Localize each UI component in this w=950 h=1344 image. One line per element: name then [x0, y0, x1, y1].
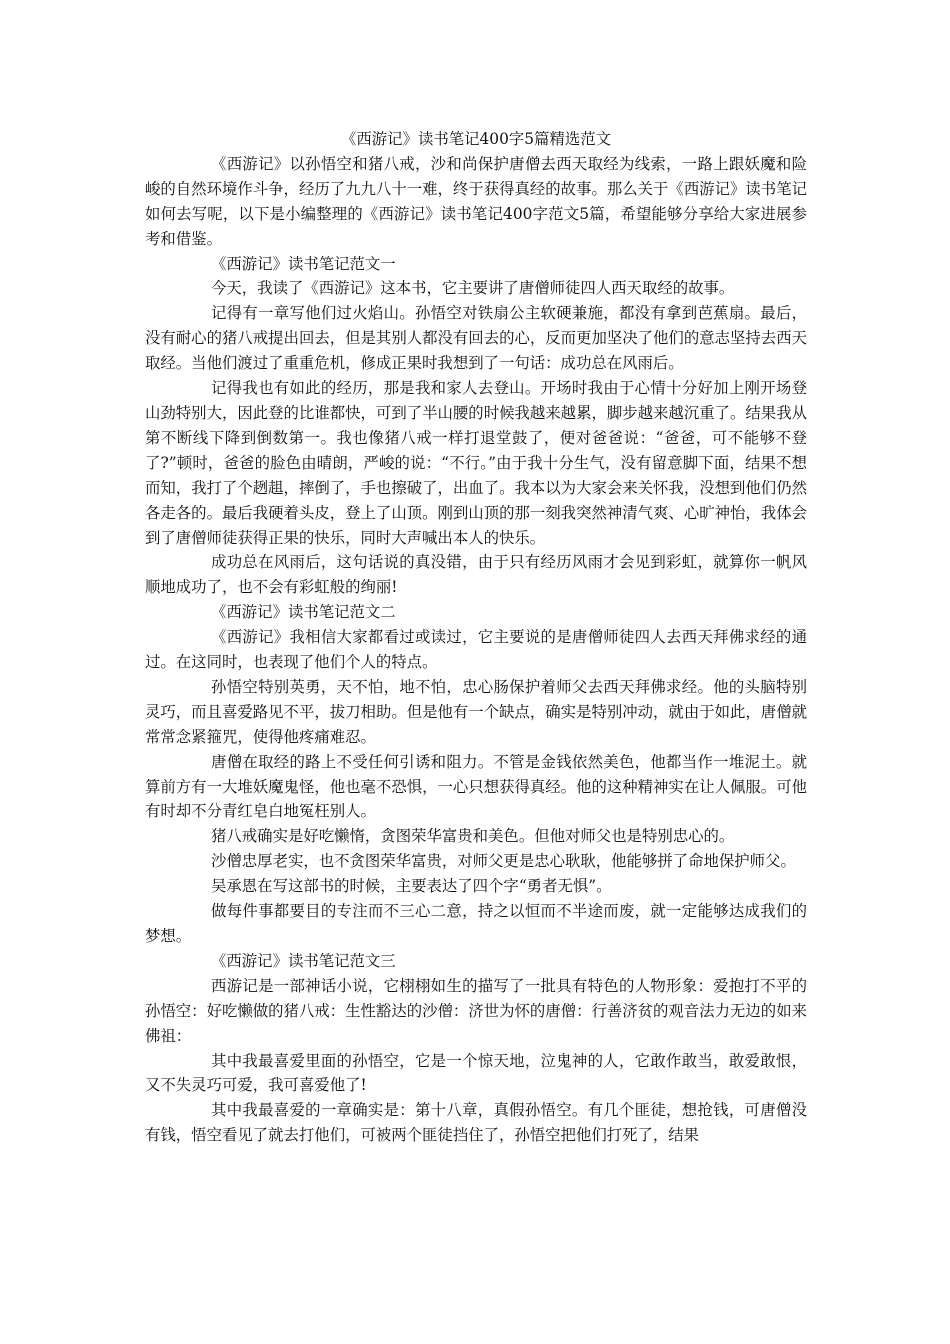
paragraph: 孙悟空特别英勇，天不怕，地不怕，忠心肠保护着师父去西天拜佛求经。他的头脑特别灵巧，而且喜爱路见不平，拔刀相助。但是他有一个缺点，确实是特别冲动，就由于如此，唐僧就常常念紧箍咒，使得他疼痛难忍。	[145, 677, 807, 746]
paragraph: 《西游记》我相信大家都看过或读过，它主要说的是唐僧师徒四人去西天拜佛求经的通过。在这同时，也表现了他们个人的特点。	[145, 628, 807, 672]
section-heading-2: 《西游记》读书笔记范文二	[211, 603, 396, 622]
section-heading-1: 《西游记》读书笔记范文一	[211, 254, 396, 273]
paragraph-intro: 《西游记》以孙悟空和猪八戒，沙和尚保护唐僧去西天取经为线索，一路上跟妖魔和险峻的自然环境作斗争，经历了九九八十一难，终于获得真经的故事。那么关于《西游记》读书笔记如何去写呢，以下是小编整理的《西游记》读书笔记400字范文5篇，希望能够分享给大家进展参考和借鉴。	[145, 154, 807, 248]
paragraph: 做每件事都要目的专注而不三心二意，持之以恒而不半途而废，就一定能够达成我们的梦想。	[145, 902, 807, 945]
paragraph: 成功总在风雨后，这句话说的真没错，由于只有经历风雨才会见到彩虹，就算你一帆风顺地成功了，也不会有彩虹般的绚丽!	[145, 553, 807, 597]
paragraph: 其中我最喜爱里面的孙悟空，它是一个惊天地，泣鬼神的人，它敢作敢当，敢爱敢恨，又不失灵巧可爱，我可喜爱他了!	[145, 1051, 807, 1095]
section-heading-3: 《西游记》读书笔记范文三	[211, 951, 396, 970]
document-body	[145, 127, 807, 1148]
paragraph: 其中我最喜爱的一章确实是：第十八章，真假孙悟空。有几个匪徒，想抢钱，可唐僧没有钱，悟空看见了就去打他们，可被两个匪徒挡住了，孙悟空把他们打死了，结果	[145, 1101, 807, 1145]
paragraph: 猪八戒确实是好吃懒惰，贪图荣华富贵和美色。但他对师父也是特别忠心的。	[211, 827, 735, 846]
paragraph: 唐僧在取经的路上不受任何引诱和阻力。不管是金钱依然美色，他都当作一堆泥土。就算前方有一大堆妖魔鬼怪，他也毫不恐惧，一心只想获得真经。他的这种精神实在让人佩服。可他有时却不分青红皂白地冤枉别人。	[145, 752, 807, 821]
paragraph: 吴承恩在写这部书的时候，主要表达了四个字“勇者无惧”。	[211, 877, 612, 896]
paragraph: 今天，我读了《西游记》这本书，它主要讲了唐僧师徒四人西天取经的故事。	[211, 279, 735, 298]
paragraph: 沙僧忠厚老实，也不贪图荣华富贵，对师父更是忠心耿耿，他能够拼了命地保护师父。	[211, 852, 796, 871]
paragraph: 记得有一章写他们过火焰山。孙悟空对铁扇公主软硬兼施，都没有拿到芭蕉扇。最后，没有耐心的猪八戒提出回去，但是其别人都没有回去的心，反而更加坚决了他们的意志坚持去西天取经。当他们渡过了重重危机，修成正果时我想到了一句话：成功总在风雨后。	[145, 304, 807, 373]
paragraph: 西游记是一部神话小说，它栩栩如生的描写了一批具有特色的人物形象：爱抱打不平的孙悟空：好吃懒做的猪八戒：生性豁达的沙僧：济世为怀的唐僧：行善济贫的观音法力无边的如来佛祖：	[145, 976, 807, 1045]
paragraph: 记得我也有如此的经历，那是我和家人去登山。开场时我由于心情十分好加上刚开场登山劲特别大，因此登的比谁都快，可到了半山腰的时候我越来越累，脚步越来越沉重了。结果我从第不断线下降到倒数第一。我也像猪八戒一样打退堂鼓了，便对爸爸说：“爸爸，可不能够不登了?”顿时，爸爸的脸色由晴朗，严峻的说：“不行。”由于我十分生气，没有留意脚下面，结果不想而知，我打了个趔趄，摔倒了，手也擦破了，出血了。我本以为大家会来关怀我，没想到他们仍然各走各的。最后我硬着头皮，登上了山顶。刚到山顶的那一刻我突然神清气爽、心旷神怡，我体会到了唐僧师徒获得正果的快乐，同时大声喊出本人的快乐。	[145, 379, 807, 547]
document-title: 《西游记》读书笔记400字5篇精选范文	[340, 130, 612, 148]
